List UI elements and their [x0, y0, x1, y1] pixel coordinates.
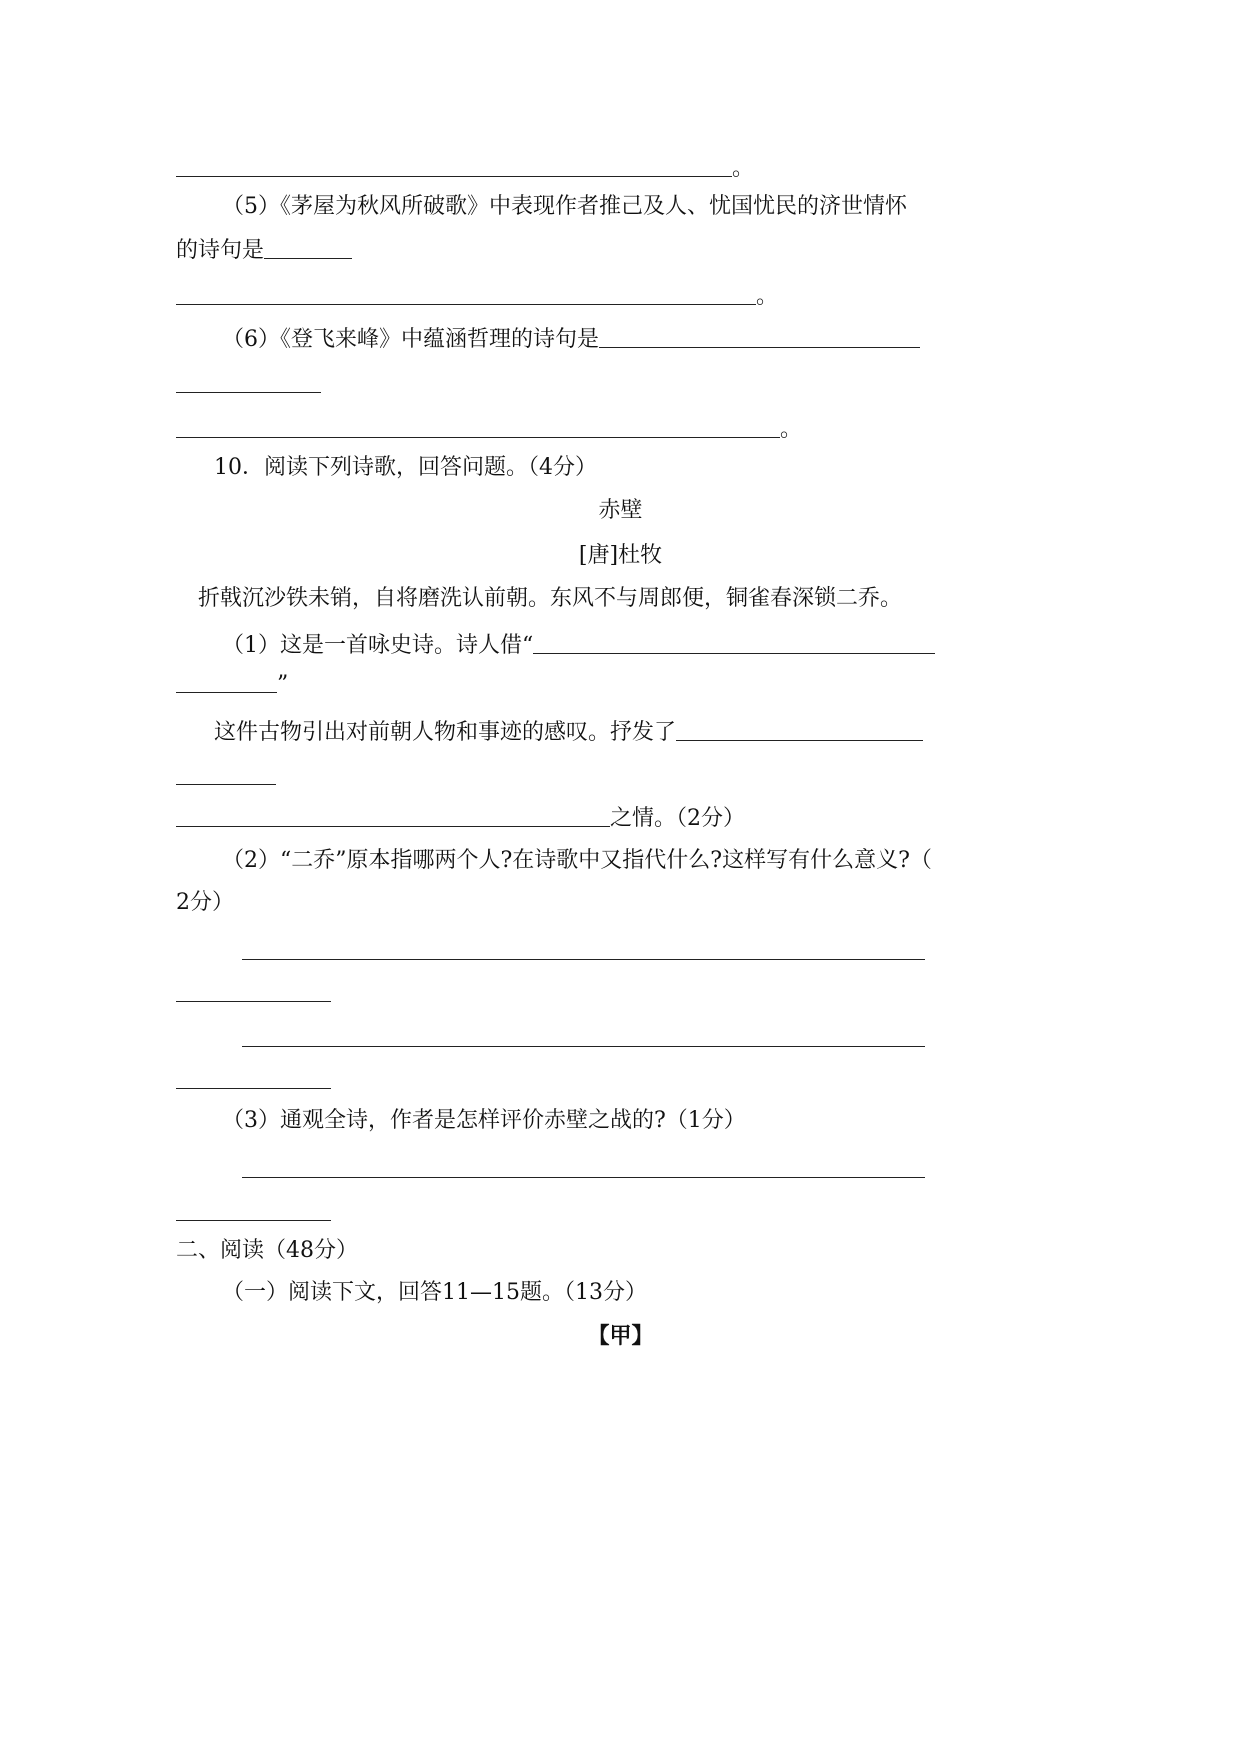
q4-answer-line: 。: [176, 152, 754, 182]
q10-sub2-answer-line-2: [176, 977, 331, 1007]
poem-title: 赤壁: [598, 498, 643, 523]
q6-answer-line-2: 。: [176, 413, 802, 443]
answer-blank[interactable]: [176, 1066, 331, 1089]
q10-sub2-answer-line-4: [176, 1064, 331, 1094]
passage-label: 【甲】: [587, 1323, 654, 1349]
q10-sub1-prompt: （1）这是一首咏史诗。诗人借“: [222, 629, 935, 659]
q10-sub2-answer-line-3: [242, 1022, 925, 1052]
poem-author: [唐]杜牧: [578, 543, 663, 568]
answer-blank[interactable]: [242, 937, 925, 960]
q5-prompt-cont: 的诗句是: [176, 234, 352, 264]
answer-blank[interactable]: [176, 154, 732, 177]
q10-sub1-quote-end: ”: [176, 668, 288, 698]
answer-blank[interactable]: [242, 1024, 925, 1047]
q10-sub1-answer-line: [176, 760, 276, 790]
answer-blank[interactable]: [176, 1198, 331, 1221]
answer-blank[interactable]: [599, 325, 920, 348]
q10-sub2-prompt: （2）“二乔”原本指哪两个人?在诗歌中又指代什么?这样写有什么意义?（: [222, 848, 932, 873]
answer-blank[interactable]: [242, 1155, 925, 1178]
answer-blank[interactable]: [533, 631, 935, 654]
q10-sub2-prompt-cont: 2分）: [176, 890, 234, 915]
poem-text: 折戟沉沙铁未销，自将磨洗认前朝。东风不与周郎便，铜雀春深锁二乔。: [198, 586, 903, 611]
answer-blank[interactable]: [176, 804, 610, 827]
answer-blank[interactable]: [176, 282, 756, 305]
q5-prompt: （5）《茅屋为秋风所破歌》中表现作者推己及人、忧国忧民的济世情怀: [222, 194, 907, 219]
answer-blank[interactable]: [176, 979, 331, 1002]
section-part-prompt: （一）阅读下文，回答11—15题。（13分）: [222, 1280, 647, 1305]
q6-answer-line-1: [176, 368, 321, 398]
answer-blank[interactable]: [176, 370, 321, 393]
answer-blank[interactable]: [176, 670, 277, 693]
q10-prompt: 10．阅读下列诗歌，回答问题。（4分）: [214, 455, 597, 480]
q10-sub1-end: 之情。（2分）: [176, 802, 745, 832]
section-heading: 二、阅读（48分）: [176, 1238, 358, 1263]
q10-sub3-prompt: （3）通观全诗，作者是怎样评价赤壁之战的?（1分）: [222, 1108, 746, 1133]
answer-blank[interactable]: [264, 236, 352, 259]
q6-prompt: （6）《登飞来峰》中蕴涵哲理的诗句是: [222, 323, 920, 353]
answer-blank[interactable]: [676, 718, 923, 741]
q10-sub2-answer-line-1: [242, 935, 925, 965]
q10-sub3-answer-line-1: [242, 1153, 925, 1183]
q10-sub3-answer-line-2: [176, 1196, 331, 1226]
q5-answer-line: 。: [176, 280, 778, 310]
q10-sub1-prompt-cont: 这件古物引出对前朝人物和事迹的感叹。抒发了: [214, 716, 923, 746]
answer-blank[interactable]: [176, 415, 780, 438]
answer-blank[interactable]: [176, 762, 276, 785]
